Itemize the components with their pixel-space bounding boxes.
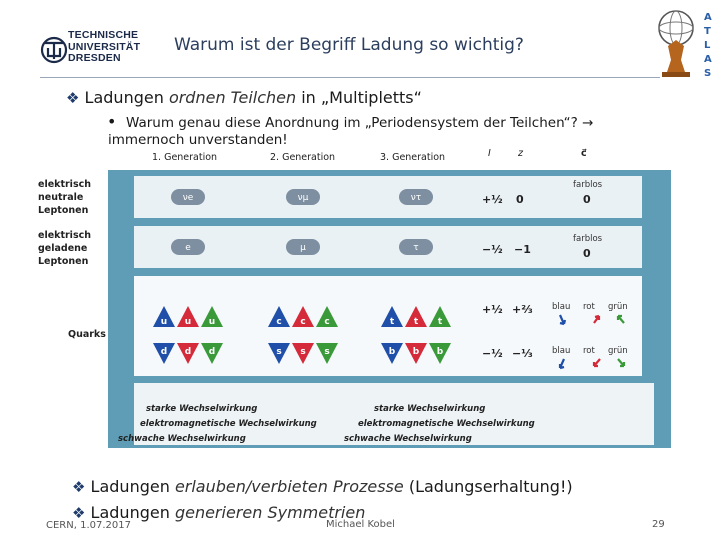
- logo-line-3: DRESDEN: [68, 52, 121, 64]
- isospin-down: −½: [482, 347, 503, 360]
- color-label-red-down: rot: [583, 346, 595, 356]
- neutrino-3-label: ντ: [410, 193, 422, 203]
- farblos-neutral: farblos: [573, 180, 603, 190]
- charged-lepton-1-label: e: [185, 243, 191, 253]
- color-label-blue-down: blau: [552, 346, 571, 356]
- zero-vector-neutral: 0: [583, 193, 591, 206]
- atlas-letter-s: S: [704, 68, 712, 79]
- up-quark-label: c: [300, 317, 306, 327]
- sub-bullet-question: Warum genau diese Anordnung im „Periodensystem der Teilchen“? → immernoch unverstanden!: [108, 115, 594, 148]
- weak-interaction-right: schwache Wechselwirkung: [344, 434, 472, 444]
- atlas-letter-l: L: [704, 40, 711, 51]
- charged-lepton-row: [134, 226, 642, 268]
- header-gen3: 3. Generation: [380, 152, 446, 163]
- down-quark-label: d: [184, 347, 192, 357]
- neutral-lepton-row: [134, 176, 642, 218]
- strong-interaction-left: starke Wechselwirkung: [146, 404, 258, 414]
- particle-periodic-table: [38, 145, 678, 450]
- charge-charged: −1: [514, 243, 531, 256]
- logo-line-2: UNIVERSITÄT: [68, 40, 141, 53]
- diamond-bullet-icon: ❖: [66, 89, 80, 107]
- down-quark-label: b: [436, 347, 444, 357]
- charged-lepton-2-label: μ: [300, 243, 306, 253]
- isospin-charged: −½: [482, 243, 503, 256]
- down-quark-label: d: [160, 347, 168, 357]
- neutrino-2-label: νμ: [297, 193, 309, 203]
- bullet-multipletts: ❖ Ladungen ordnen Teilchen in „Multipletts“: [66, 88, 422, 107]
- footer-author: Michael Kobel: [326, 519, 395, 530]
- slide-title: Warum ist der Begriff Ladung so wichtig?: [174, 35, 524, 55]
- color-label-green-up: grün: [608, 302, 628, 312]
- up-quark-label: t: [413, 317, 419, 327]
- down-quark-label: b: [388, 347, 396, 357]
- charge-neutral: 0: [516, 193, 524, 206]
- atlas-logo: [652, 6, 716, 80]
- row-label-charged-1: elektrisch: [38, 230, 91, 241]
- bullet-prozesse: ❖ Ladungen erlauben/verbieten Prozesse (Ladungserhaltung!): [72, 477, 573, 496]
- header-divider: [40, 77, 660, 78]
- zero-vector-charged: 0: [583, 247, 591, 260]
- atlas-letter-t: T: [704, 26, 711, 37]
- row-label-neutral-3: Leptonen: [38, 205, 89, 216]
- up-quark-label: u: [160, 317, 168, 327]
- header-gen2: 2. Generation: [270, 152, 336, 163]
- weak-interaction-left: schwache Wechselwirkung: [118, 434, 246, 444]
- row-label-quarks: Quarks: [68, 329, 106, 340]
- diamond-bullet-icon: ❖: [72, 478, 86, 496]
- color-label-green-down: grün: [608, 346, 628, 356]
- up-quark-label: u: [208, 317, 216, 327]
- bullet-symmetrien: ❖ Ladungen generieren Symmetrien: [72, 503, 366, 522]
- up-quark-label: c: [324, 317, 330, 327]
- color-label-blue-up: blau: [552, 302, 571, 312]
- up-quark-label: t: [389, 317, 395, 327]
- charge-down: −⅓: [512, 347, 533, 360]
- header-color-charge: c⃗: [581, 148, 587, 159]
- row-label-neutral-1: elektrisch: [38, 179, 91, 190]
- footer-date: CERN, 1.07.2017: [46, 520, 131, 531]
- sub-bullet-dot-icon: •: [107, 112, 117, 131]
- em-interaction-right: elektromagnetische Wechselwirkung: [358, 419, 535, 429]
- diamond-bullet-icon: ❖: [72, 504, 86, 522]
- university-logo-text: [68, 30, 140, 65]
- header-gen1: 1. Generation: [152, 152, 218, 163]
- down-quark-label: s: [300, 347, 306, 357]
- down-quark-label: s: [324, 347, 330, 357]
- header-charge: z: [518, 148, 523, 159]
- row-label-neutral-2: neutrale: [38, 192, 84, 203]
- strong-interaction-right: starke Wechselwirkung: [374, 404, 486, 414]
- charge-up: +⅔: [512, 303, 533, 316]
- farblos-charged: farblos: [573, 234, 603, 244]
- charged-lepton-3-label: τ: [413, 243, 419, 253]
- em-interaction-left: elektromagnetische Wechselwirkung: [140, 419, 317, 429]
- up-quark-label: c: [276, 317, 282, 327]
- row-label-charged-2: geladene: [38, 243, 88, 254]
- up-quark-label: u: [184, 317, 192, 327]
- atlas-letter-a1: A: [704, 12, 712, 23]
- neutrino-1-label: νe: [182, 193, 194, 203]
- logo-line-1: TECHNISCHE: [68, 29, 139, 41]
- down-quark-label: d: [208, 347, 216, 357]
- down-quark-label: b: [412, 347, 420, 357]
- header-isospin: I: [488, 148, 491, 159]
- isospin-up: +½: [482, 303, 503, 316]
- isospin-neutral: +½: [482, 193, 503, 206]
- row-label-charged-3: Leptonen: [38, 256, 89, 267]
- down-quark-label: s: [276, 347, 282, 357]
- up-quark-label: t: [437, 317, 443, 327]
- color-label-red-up: rot: [583, 302, 595, 312]
- page-number: 29: [652, 519, 665, 530]
- atlas-letter-a2: A: [704, 54, 712, 65]
